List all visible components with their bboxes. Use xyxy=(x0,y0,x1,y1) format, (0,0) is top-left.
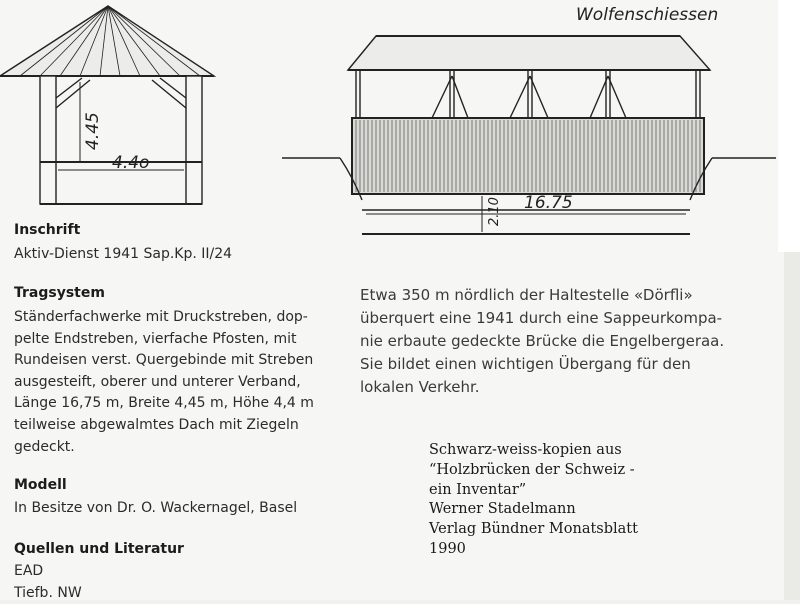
inscription-heading: Inschrift xyxy=(14,222,81,238)
sources-text: EAD Tiefb. NW xyxy=(14,563,82,601)
inscription-text: Aktiv-Dienst 1941 Sap.Kp. II/24 xyxy=(14,246,233,262)
width-dimension: 4.4o xyxy=(112,153,150,173)
model-text: In Besitze von Dr. O. Wackernagel, Basel xyxy=(14,500,298,516)
drawing-title: Wolfenschiessen xyxy=(576,5,719,25)
structure-heading: Tragsystem xyxy=(14,285,105,301)
clearance-dimension: 2.10 xyxy=(487,197,502,226)
height-dimension: 4.45 xyxy=(83,112,103,150)
source-credit-note: Schwarz-weiss-kopien aus “Holzbrücken der Schweiz - ein Inventar” Werner Stadelmann Verlag Bündner Monatsblatt 1990 xyxy=(429,442,638,557)
model-heading: Modell xyxy=(14,477,67,493)
sources-heading: Quellen und Literatur xyxy=(14,541,184,557)
structure-text: Ständerfachwerke mit Druckstreben, dop- pelte Endstreben, vierfache Pfosten, mit Rundeisen verst. Quergebinde mit Streben ausgesteift, oberer und unterer Verband, Länge 16,75 m, Breite 4,45 m, Höhe 4,4 m teilweise abgewalmtes Dach mit Ziegeln gedeckt. xyxy=(14,309,314,455)
description-paragraph: Etwa 350 m nördlich der Haltestelle «Dörfli» überquert eine 1941 durch eine Sappeurkompa- nie erbaute gedeckte Brücke die Engelbergeraa. Sie bildet einen wichtigen Übergang für den lokalen Verkehr. xyxy=(360,286,725,396)
length-dimension: 16.75 xyxy=(524,193,573,213)
